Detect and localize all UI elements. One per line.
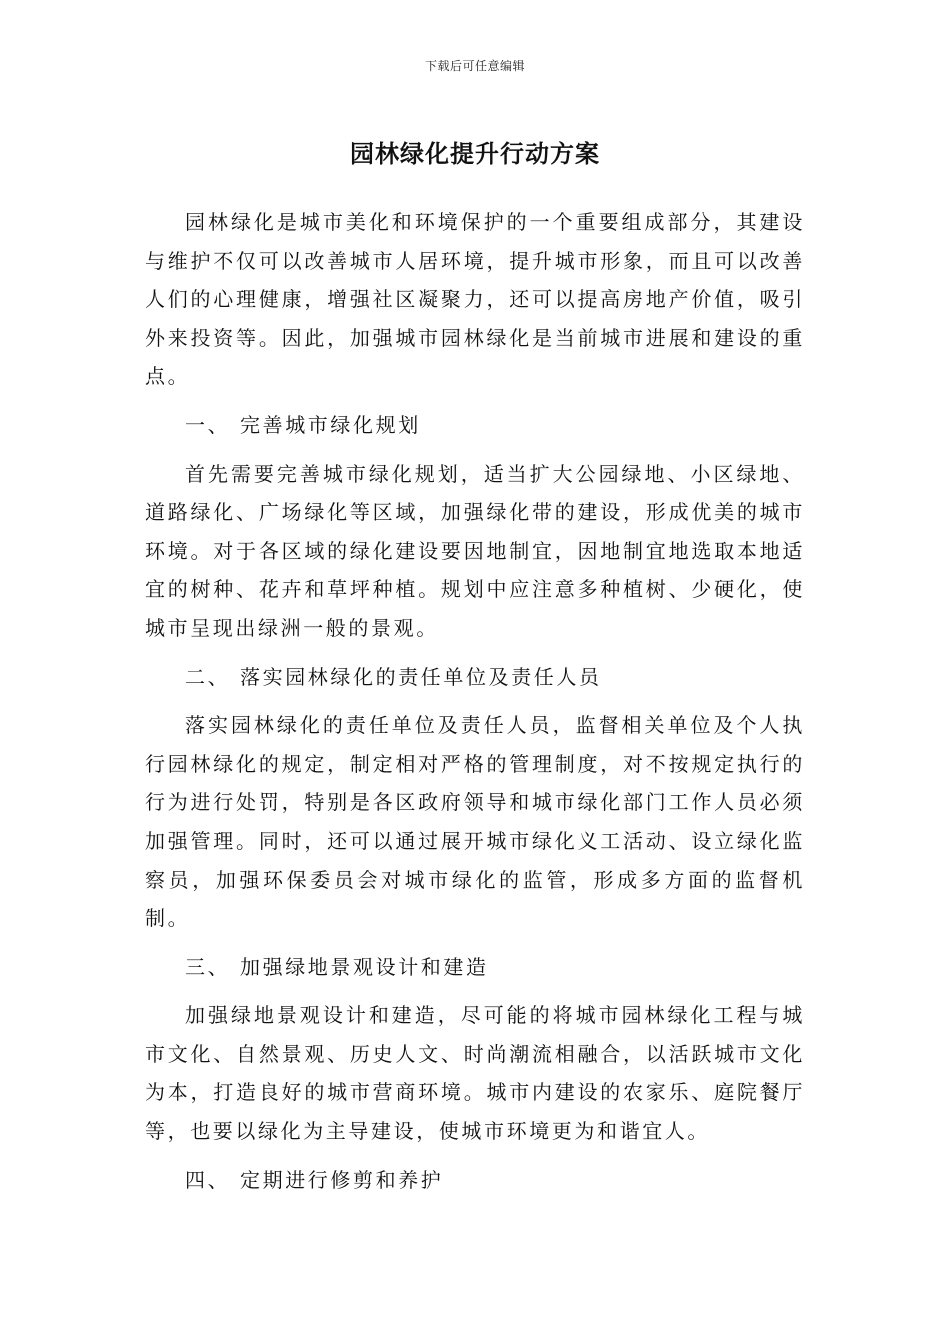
section-heading-2 — [145, 658, 805, 697]
section-paragraph-1: 首先需要完善城市绿化规划，适当扩大公园绿地、小区绿地、道路绿化、广场绿化等区域，加强绿化带的建设，形成优美的城市环境。对于各区域的绿化建设要因地制宜，因地制宜地选取本地适宜的树种、花卉和草坪种植。规划中应注意多种植树、少硬化，使城市呈现出绿洲一般的景观。 — [145, 461, 805, 640]
section-number: 一、 — [185, 412, 231, 437]
section-number: 三、 — [185, 954, 231, 979]
section-heading-text: 完善城市绿化规划 — [240, 412, 421, 437]
section-number: 四、 — [185, 1167, 231, 1192]
header-note: 下载后可任意编辑 — [424, 59, 525, 73]
section-heading-3 — [145, 948, 805, 987]
intro-paragraph: 园林绿化是城市美化和环境保护的一个重要组成部分，其建设与维护不仅可以改善城市人居环境，提升城市形象，而且可以改善人们的心理健康，增强社区凝聚力，还可以提高房地产价值，吸引外来投资等。因此，加强城市园林绿化是当前城市进展和建设的重点。 — [145, 210, 805, 389]
section-heading-text: 加强绿地景观设计和建造 — [240, 954, 489, 979]
section-paragraph-2: 落实园林绿化的责任单位及责任人员，监督相关单位及个人执行园林绿化的规定，制定相对严格的管理制度，对不按规定执行的行为进行处罚，特别是各区政府领导和城市绿化部门工作人员必须加强管理。同时，还可以通过展开城市绿化义工活动、设立绿化监察员，加强环保委员会对城市绿化的监管，形成多方面的监督机制。 — [145, 713, 805, 931]
document-title: 园林绿化提升行动方案 — [350, 140, 600, 168]
section-heading-4 — [145, 1161, 805, 1200]
section-heading-1 — [145, 406, 805, 445]
section-number: 二、 — [185, 664, 231, 689]
document-body — [145, 203, 805, 1209]
section-heading-text: 落实园林绿化的责任单位及责任人员 — [240, 664, 602, 689]
section-paragraph-3: 加强绿地景观设计和建造，尽可能的将城市园林绿化工程与城市文化、自然景观、历史人文、时尚潮流相融合，以活跃城市文化为本，打造良好的城市营商环境。城市内建设的农家乐、庭院餐厅等，也要以绿化为主导建设，使城市环境更为和谐宜人。 — [145, 1003, 805, 1144]
section-heading-text: 定期进行修剪和养护 — [240, 1167, 444, 1192]
